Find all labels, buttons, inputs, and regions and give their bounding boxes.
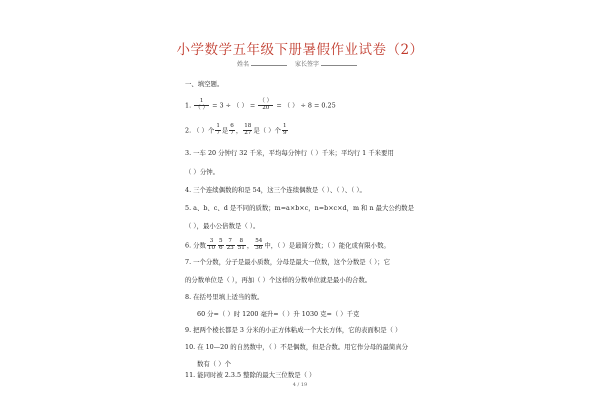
- q6-fraction-2: $\frac{5}{6}$: [219, 238, 223, 251]
- q2-fraction-4: $\frac{1}{9}$: [282, 123, 287, 136]
- q2-text-3: 是（ ）个: [253, 126, 281, 135]
- q6-prefix: 6. 分数: [185, 241, 206, 250]
- question-4: 4. 三个连续偶数的和是 54，这三个连续偶数是（ ）、（ ）、（ ）。: [185, 186, 366, 194]
- page-title: 小学数学五年级下册暑假作业试卷（2）: [176, 42, 424, 58]
- q2-prefix: 2. （ ）个: [185, 126, 215, 135]
- q6-tail: 中，（ ）是最简分数；（ ）能化成有限小数。: [264, 241, 390, 250]
- question-3-line-1: 3. 一车 20 分钟行 32 千米，平均每分钟行（ ）千米；平均行 1 千米要用: [185, 149, 394, 157]
- q6-fraction-3: $\frac{7}{23}$: [226, 238, 234, 251]
- q2-fraction-1: $\frac{1}{7}$: [216, 123, 220, 136]
- q1-tail: = （ ） ÷ 8 = 0.25: [276, 101, 336, 110]
- q1-prefix: 1.: [185, 101, 192, 110]
- question-3-line-2: （ ）分钟。: [185, 168, 219, 176]
- question-9: 9. 把两个棱长都是 3 分米的小正方体粘成一个大长方体，它的表面积是（ ）: [185, 326, 402, 334]
- q6-fraction-1: $\frac{3}{10}$: [207, 238, 216, 251]
- q1-middle: = 3 ÷ （ ） =: [212, 101, 256, 110]
- question-2: [185, 124, 289, 137]
- question-11: 11. 能同时被 2.3.5 整除的最大三位数是（ ）: [185, 371, 316, 379]
- q6-separator: ，: [246, 241, 254, 250]
- q2-fraction-2: $\frac{6}{7}$: [230, 123, 234, 136]
- parent-signature-label: 家长签字: [294, 61, 319, 68]
- name-label: 姓名: [237, 61, 250, 68]
- section-heading: 一、填空题。: [185, 80, 224, 88]
- name-blank: [251, 65, 287, 66]
- question-6: [185, 239, 390, 252]
- question-10-line-2: 数有（ ）个: [197, 360, 231, 368]
- question-10-line-1: 10. 在 10—20 的自然数中，（ ）不是偶数，但是合数。用它作分母的最简真分: [185, 343, 409, 351]
- question-7-line-2: 的分数单位是（ ），再加（ ）个这样的分数单位就是最小的合数。: [185, 276, 372, 284]
- q6-fraction-4: $\frac{8}{51}$: [237, 238, 245, 251]
- parent-signature-blank: [321, 65, 357, 66]
- question-8-items: 60 分=（ ）时 1200 毫升=（ ）升 1030 克=（ ）千克: [197, 310, 360, 318]
- q2-text-2: ，: [235, 126, 243, 135]
- q6-fraction-5: $\frac{54}{36}$: [255, 238, 263, 251]
- q1-fraction-1: $\frac{1}{( )}$: [195, 98, 209, 111]
- q1-fraction-2: $\frac{( )}{20}$: [259, 98, 273, 111]
- signature-line: [0, 59, 600, 68]
- q2-text-1: 是: [221, 126, 229, 135]
- question-5-line-2: （ ），最小公倍数是（ ）。: [185, 222, 260, 230]
- question-5-line-1: 5. a、b、c、d 是不同的质数；m=a×b×c，n=b×c×d，m 和 n 最大公约数是: [185, 204, 414, 212]
- question-7-line-1: 7. 一个分数，分子是最小质数，分母是最大一位数，这个分数是（ ）；它: [185, 258, 391, 266]
- question-8-heading: 8. 在括号里填上适当的数。: [185, 293, 264, 301]
- page-number: 4 / 19: [292, 382, 308, 388]
- question-1: [185, 99, 336, 112]
- q2-fraction-3: $\frac{18}{27}$: [244, 123, 252, 136]
